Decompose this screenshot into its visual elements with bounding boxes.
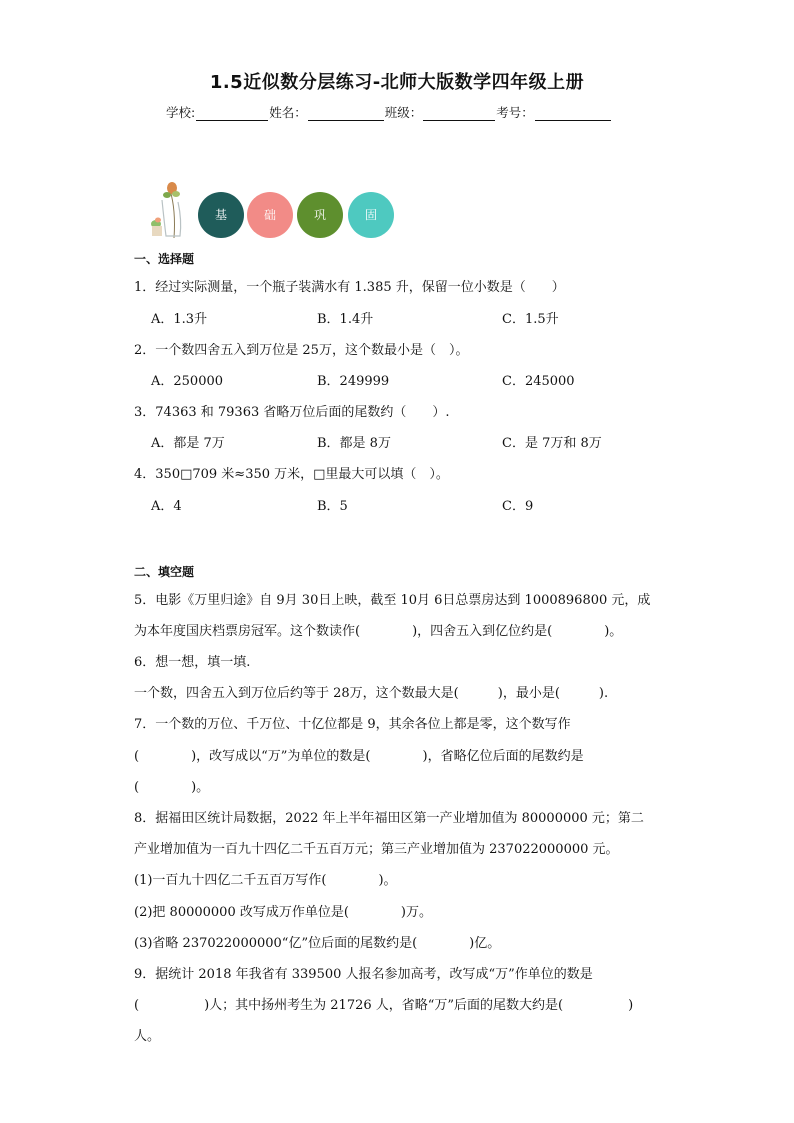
question-9-line-2: ( )人；其中扬州考生为 21726 人，省略“万”后面的尾数大约是( ) bbox=[134, 998, 634, 1013]
question-7-line-3: ( )。 bbox=[134, 780, 210, 795]
student-info-row bbox=[166, 103, 612, 121]
question-6-line-2: 一个数，四舍五入到万位后约等于 28万，这个数最大是( )，最小是( ). bbox=[134, 686, 609, 701]
q1-option-c[interactable]: C．1.5升 bbox=[502, 312, 559, 327]
school-label: 学校: bbox=[166, 105, 196, 120]
question-8-part-2: (2)把 80000000 改写成万作单位是( )万。 bbox=[134, 905, 432, 920]
exam-no-label: 考号： bbox=[496, 105, 534, 120]
exam-no-blank[interactable] bbox=[535, 108, 611, 121]
school-blank[interactable] bbox=[196, 108, 268, 121]
question-5-line-1: 5．电影《万里归途》自 9月 30日上映，截至 10月 6日总票房达到 1000896800 元，成 bbox=[134, 593, 651, 608]
question-1: 1．经过实际测量，一个瓶子装满水有 1.385 升，保留一位小数是（ ） bbox=[134, 280, 565, 295]
question-8-line-1: 8．据福田区统计局数据，2022 年上半年福田区第一产业增加值为 80000000 元；第二 bbox=[134, 811, 644, 826]
question-8-part-3: (3)省略 237022000000“亿”位后面的尾数约是( )亿。 bbox=[134, 936, 501, 951]
question-5-line-2: 为本年度国庆档票房冠军。这个数读作( )，四舍五入到亿位约是( )。 bbox=[134, 624, 623, 639]
q3-option-b[interactable]: B．都是 8万 bbox=[317, 436, 391, 451]
banner-circle-gu: 固 bbox=[348, 192, 394, 238]
section-banner bbox=[148, 180, 408, 240]
question-8-line-2: 产业增加值为一百九十四亿二千五百万元；第三产业增加值为 237022000000 元。 bbox=[134, 842, 619, 857]
question-9-line-1: 9．据统计 2018 年我省有 339500 人报名参加高考，改写成“万”作单位的数是 bbox=[134, 967, 593, 982]
q2-option-c[interactable]: C．245000 bbox=[502, 374, 575, 389]
question-2: 2．一个数四舍五入到万位是 25万，这个数最小是（ ）。 bbox=[134, 343, 469, 358]
question-7-line-2: ( )，改写成以“万”为单位的数是( )，省略亿位后面的尾数约是 bbox=[134, 749, 584, 764]
section-fill-heading: 二、填空题 bbox=[134, 565, 195, 579]
question-8-part-1: (1)一百九十四亿二千五百万写作( )。 bbox=[134, 873, 397, 888]
q2-option-b[interactable]: B．249999 bbox=[317, 374, 390, 389]
q2-option-a[interactable]: A．250000 bbox=[151, 374, 224, 389]
class-blank[interactable] bbox=[423, 108, 495, 121]
banner-circle-chu: 础 bbox=[247, 192, 293, 238]
question-4: 4．350□709 米≈350 万米，□里最大可以填（ ）。 bbox=[134, 467, 449, 482]
q3-option-c[interactable]: C．是 7万和 8万 bbox=[502, 436, 602, 451]
q1-option-a[interactable]: A．1.3升 bbox=[151, 312, 208, 327]
banner-circle-ji: 基 bbox=[198, 192, 244, 238]
section-choice-heading: 一、选择题 bbox=[134, 252, 195, 266]
q4-option-b[interactable]: B．5 bbox=[317, 499, 348, 514]
q4-option-c[interactable]: C．9 bbox=[502, 499, 534, 514]
plant-vase-icon bbox=[148, 180, 194, 240]
name-label: 姓名： bbox=[269, 105, 307, 120]
question-6-line-1: 6．想一想，填一填. bbox=[134, 655, 251, 670]
q1-option-b[interactable]: B．1.4升 bbox=[317, 312, 374, 327]
q4-option-a[interactable]: A．4 bbox=[151, 499, 182, 514]
question-3: 3．74363 和 79363 省略万位后面的尾数约（ ）. bbox=[134, 405, 450, 420]
question-9-line-3: 人。 bbox=[134, 1029, 161, 1044]
question-7-line-1: 7．一个数的万位、千万位、十亿位都是 9，其余各位上都是零，这个数写作 bbox=[134, 717, 571, 732]
document-title: 1.5近似数分层练习-北师大版数学四年级上册 bbox=[209, 72, 585, 93]
banner-circle-gong: 巩 bbox=[297, 192, 343, 238]
class-label: 班级： bbox=[384, 105, 423, 120]
q3-option-a[interactable]: A．都是 7万 bbox=[151, 436, 225, 451]
name-blank[interactable] bbox=[308, 108, 384, 121]
